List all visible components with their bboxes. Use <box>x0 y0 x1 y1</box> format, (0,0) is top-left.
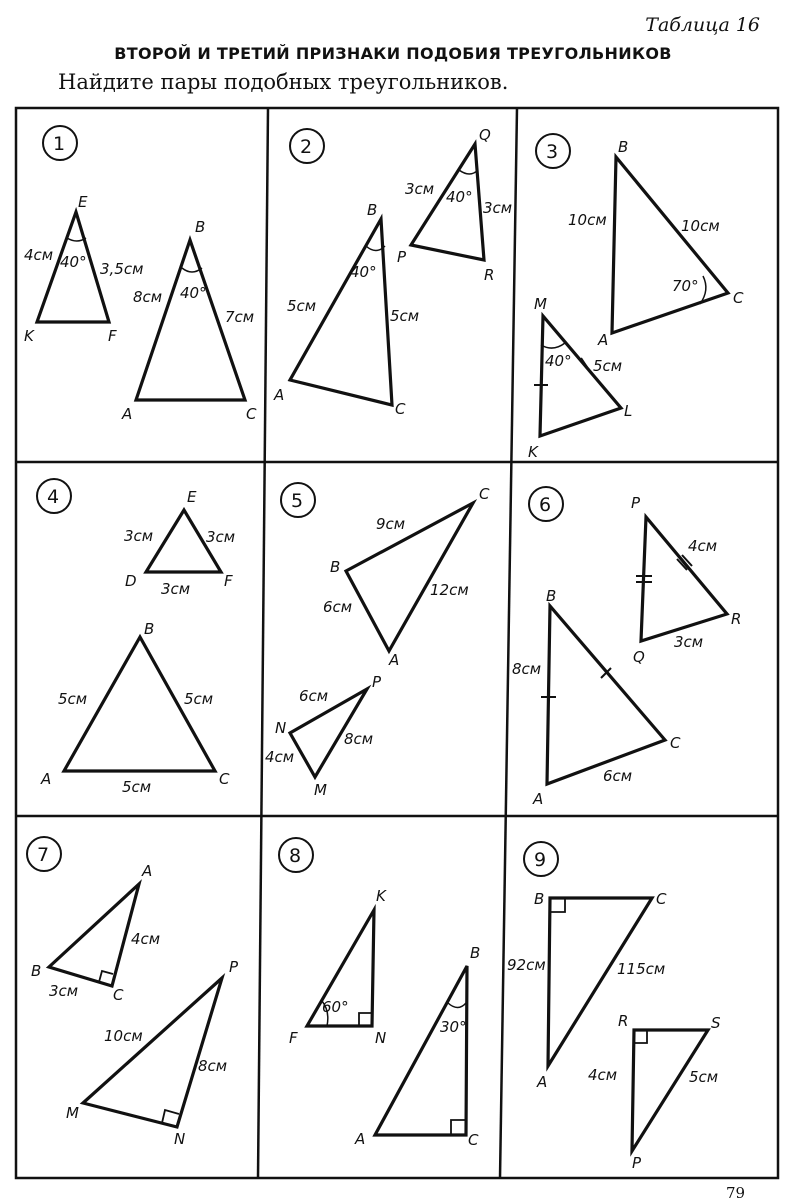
cell-4 <box>37 479 235 796</box>
cell-7 <box>27 837 239 1148</box>
figure-label: M <box>534 295 547 313</box>
figure-label: 5см <box>390 307 420 325</box>
figure-label: D <box>125 572 137 590</box>
figure-label: 5см <box>184 690 214 708</box>
figure-label: B <box>195 218 206 236</box>
figure-label: 10см <box>681 217 720 235</box>
figure-label: 6см <box>603 767 633 785</box>
figure-label: 10см <box>104 1027 143 1045</box>
figure-label: A <box>389 651 400 669</box>
figure-label: A <box>537 1073 548 1091</box>
cell-3 <box>528 134 744 461</box>
figure-label: C <box>656 890 667 908</box>
figure-label: 5см <box>593 357 623 375</box>
figure-label: A <box>142 862 153 880</box>
figure-label: 5см <box>287 297 317 315</box>
figure-label: 3,5см <box>100 260 144 278</box>
figure-label: C <box>670 734 681 752</box>
figure-label: 4см <box>24 246 54 264</box>
figure-label: 3см <box>483 199 513 217</box>
figure-label: F <box>224 572 233 590</box>
figure-label: 3см <box>674 633 704 651</box>
figure-label: 70° <box>672 277 699 295</box>
figure-label: E <box>187 488 197 506</box>
figure-label: 3см <box>405 180 435 198</box>
figure-label: M <box>66 1104 79 1122</box>
figure-label: A <box>122 405 133 423</box>
figure-label: K <box>376 887 386 905</box>
figure-label: 5см <box>689 1068 719 1086</box>
figure-label: C <box>219 770 230 788</box>
figure-label: 4см <box>588 1066 618 1084</box>
figure-label: K <box>528 443 538 461</box>
figure-label: B <box>534 890 545 908</box>
instruction-text: Найдите пары подобных треугольников. <box>58 70 509 94</box>
figure-label: 12см <box>430 581 469 599</box>
page-number: 79 <box>726 1184 746 1202</box>
figure-label: 3см <box>49 982 79 1000</box>
cell-2 <box>273 126 512 418</box>
figure-label: 4см <box>131 930 161 948</box>
figure-label: 10см <box>568 211 607 229</box>
grid-line-v2 <box>500 108 517 1178</box>
figure-label: P <box>229 958 239 976</box>
figure-label: 5см <box>58 690 88 708</box>
figure-label: 8см <box>133 288 163 306</box>
figure-label: 40° <box>545 352 572 370</box>
figure-label: B <box>470 944 481 962</box>
figure-label: A <box>41 770 52 788</box>
figure-label: C <box>246 405 257 423</box>
figure-label: R <box>731 610 742 628</box>
figure-label: F <box>289 1029 298 1047</box>
figure-label: 6см <box>323 598 353 616</box>
figure-label: P <box>397 248 407 266</box>
figure-label: P <box>631 494 641 512</box>
figure-label: B <box>618 138 629 156</box>
figure-label: P <box>372 673 382 691</box>
figure-label: S <box>711 1014 721 1032</box>
figure-label: E <box>78 193 88 211</box>
cell-6 <box>512 487 741 808</box>
figure-label: 4см <box>265 748 295 766</box>
figure-label: N <box>275 719 287 737</box>
figure-label: 60° <box>322 998 349 1016</box>
table-label: Таблица 16 <box>645 14 760 36</box>
cell-1 <box>24 126 257 423</box>
figure-label: K <box>24 327 34 345</box>
figure-label: C <box>479 485 490 503</box>
figure-label: 8см <box>198 1057 228 1075</box>
figure-label: 9см <box>376 515 406 533</box>
cell-number: 7 <box>37 844 50 866</box>
cell-number: 5 <box>291 490 304 512</box>
figure-label: Q <box>479 126 491 144</box>
figure-label: Q <box>633 648 645 666</box>
figure-label: 30° <box>440 1018 467 1036</box>
figure-label: A <box>533 790 544 808</box>
figure-label: 4см <box>688 537 718 555</box>
figure-label: C <box>395 400 406 418</box>
figure-label: L <box>624 402 633 420</box>
figure-label: M <box>314 781 327 799</box>
figure-label: 8см <box>512 660 542 678</box>
cell-number: 1 <box>53 133 66 155</box>
figure-label: 3см <box>161 580 191 598</box>
figure-label: B <box>31 962 42 980</box>
figure-label: B <box>546 587 557 605</box>
figure-label: N <box>375 1029 387 1047</box>
cell-number: 4 <box>47 486 60 508</box>
figure-label: 7см <box>225 308 255 326</box>
figure-label: A <box>274 386 285 404</box>
figure-label: 8см <box>344 730 374 748</box>
figure-label: F <box>108 327 117 345</box>
figure-label: 3см <box>124 527 154 545</box>
figure-label: P <box>632 1154 642 1172</box>
figure-label: 40° <box>350 263 377 281</box>
cell-number: 8 <box>289 845 302 867</box>
cell-5 <box>265 483 490 799</box>
page-title: ВТОРОЙ И ТРЕТИЙ ПРИЗНАКИ ПОДОБИЯ ТРЕУГОЛЬНИКОВ <box>114 44 672 63</box>
cell-number: 3 <box>546 141 559 163</box>
figure-label: C <box>733 289 744 307</box>
cell-9 <box>507 842 721 1172</box>
figure-label: A <box>355 1130 366 1148</box>
figure-label: 40° <box>446 188 473 206</box>
figure-label: 92см <box>507 956 546 974</box>
cell-number: 2 <box>300 136 313 158</box>
figure-label: 5см <box>122 778 152 796</box>
figure-label: B <box>367 201 378 219</box>
figure-label: A <box>598 331 609 349</box>
figure-label: R <box>484 266 495 284</box>
figure-label: 115см <box>617 960 666 978</box>
cell-number: 9 <box>534 849 547 871</box>
figure-label: N <box>174 1130 186 1148</box>
figure-label: 6см <box>299 687 329 705</box>
figure-label: 40° <box>180 284 207 302</box>
figure-label: C <box>113 986 124 1004</box>
figure-label: 3см <box>206 528 236 546</box>
cell-number: 6 <box>539 494 552 516</box>
figure-label: B <box>144 620 155 638</box>
figure-label: 40° <box>60 253 87 271</box>
figure-label: R <box>618 1012 629 1030</box>
figure-label: B <box>330 558 341 576</box>
cell-8 <box>279 838 480 1149</box>
grid-line-v1 <box>258 108 268 1178</box>
figure-label: C <box>468 1131 479 1149</box>
